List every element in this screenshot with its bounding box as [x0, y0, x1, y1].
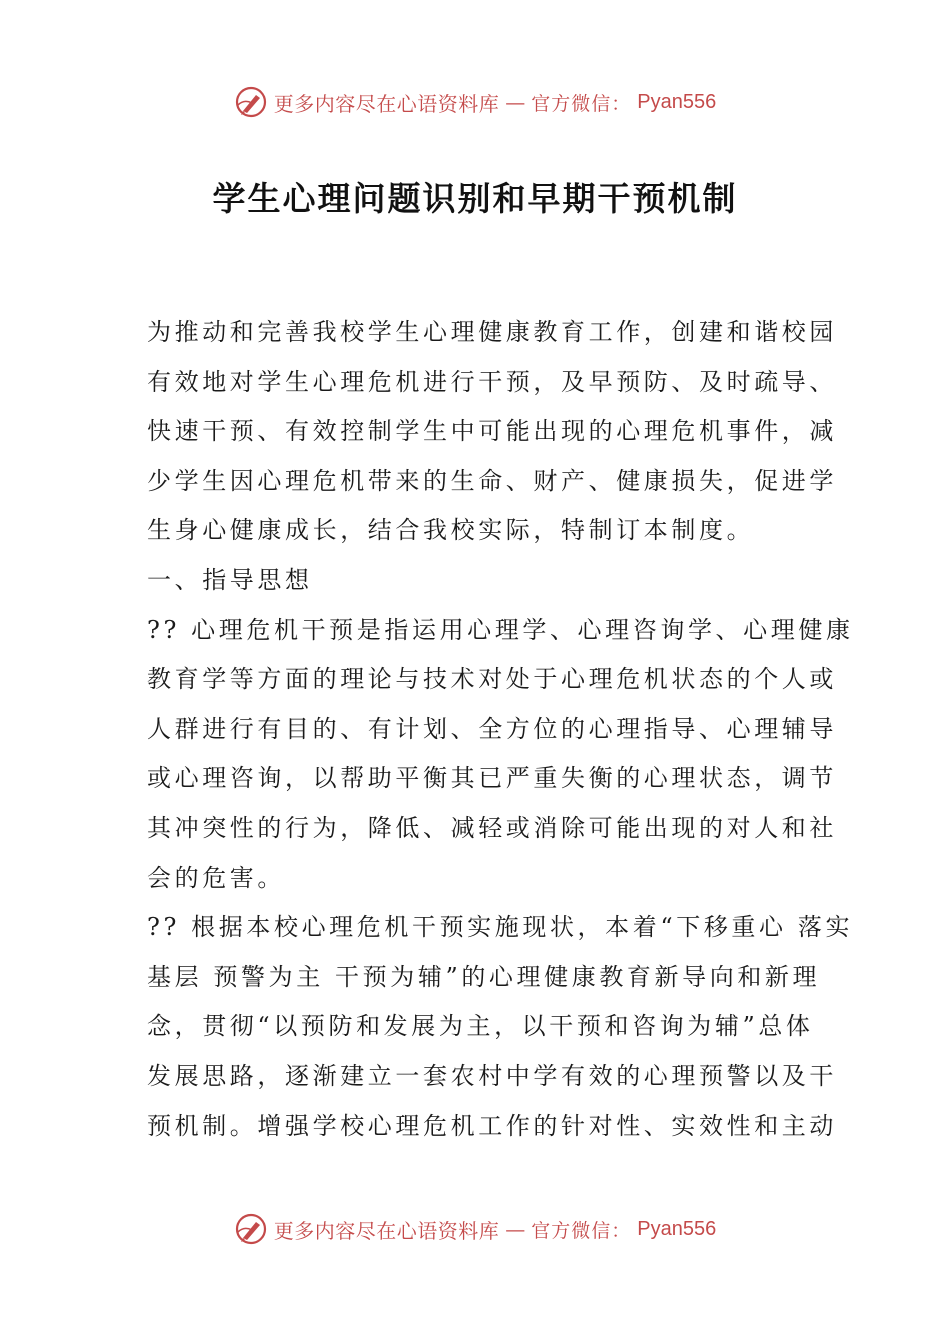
watermark-main-text: 更多内容尽在心语资料库 [273, 91, 500, 116]
body-line: 少学生因心理危机带来的生命、财产、健康损失，促进学 [147, 466, 837, 495]
watermark-dash: — [505, 1217, 526, 1241]
watermark-group [234, 85, 716, 119]
body-line: 人群进行有目的、有计划、全方位的心理指导、心理辅导 [147, 714, 837, 743]
watermark-dash: — [505, 90, 526, 114]
body-line: 为推动和完善我校学生心理健康教育工作，创建和谐校园 [147, 318, 837, 346]
watermark-wechat-handle: Pyan556 [637, 90, 717, 113]
body-line: 快速干预、有效控制学生中可能出现的心理危机事件，减 [147, 417, 837, 446]
document-body [147, 308, 854, 1151]
watermark-official-label: 官方微信： [531, 92, 632, 115]
body-line: 教育学等方面的理论与技术对处于心理危机状态的个人或 [147, 665, 837, 694]
body-line: 基层 预警为主 干预为辅”的心理健康教育新导向和新理 [147, 962, 821, 991]
body-line: 发展思路，逐渐建立一套农村中学有效的心理预警以及干 [147, 1061, 837, 1090]
document-title: 学生心理问题识别和早期干预机制 [212, 179, 738, 218]
watermark-group [234, 1212, 716, 1246]
footer-watermark [0, 1209, 950, 1249]
watermark-main-text: 更多内容尽在心语资料库 [273, 1218, 500, 1243]
body-line: 生身心健康成长，结合我校实际，特制订本制度。 [147, 516, 755, 545]
pen-nib-logo-icon [234, 1212, 268, 1246]
body-line: 其冲突性的行为，降低、减轻或消除可能出现的对人和社 [147, 813, 837, 842]
body-line: 有效地对学生心理危机进行干预，及早预防、及时疏导、 [147, 367, 837, 396]
body-line: 预机制。增强学校心理危机工作的针对性、实效性和主动 [147, 1111, 837, 1140]
header-watermark [0, 82, 950, 122]
body-line: ?? 根据本校心理危机干预实施现状，本着“下移重心 落实 [147, 913, 854, 942]
body-line: 念，贯彻“以预防和发展为主，以干预和咨询为辅”总体 [147, 1012, 814, 1041]
pen-nib-logo-icon [234, 85, 268, 119]
section-heading: 一、指导思想 [147, 565, 313, 594]
body-line: 或心理咨询，以帮助平衡其已严重失衡的心理状态，调节 [147, 764, 837, 793]
watermark-official-label: 官方微信： [531, 1219, 632, 1242]
watermark-wechat-handle: Pyan556 [637, 1217, 717, 1240]
body-line: ?? 心理危机干预是指运用心理学、心理咨询学、心理健康 [147, 615, 854, 644]
body-line: 会的危害。 [147, 863, 285, 892]
